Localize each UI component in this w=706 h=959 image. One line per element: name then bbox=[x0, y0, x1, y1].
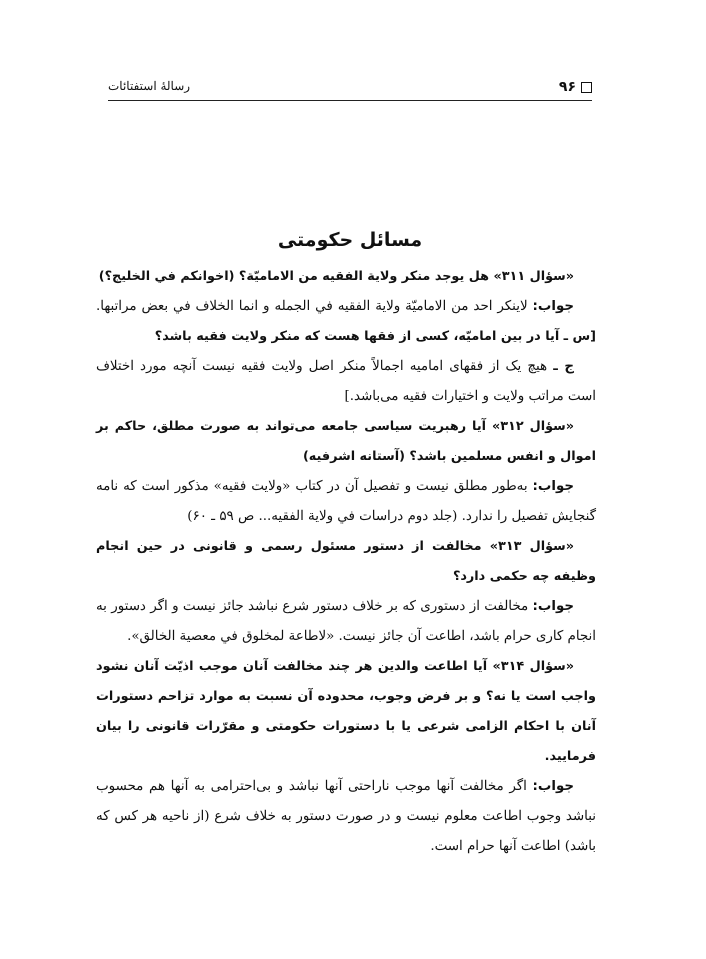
answer-311 bbox=[96, 292, 596, 352]
sub-answer-311 bbox=[96, 352, 596, 412]
answer-text: اگر مخالفت آنها موجب ناراحتی آنها نباشد و بی‌احترامی به آنها هم محسوب نباشد وجوب اطاعت معلوم نیست و در صورت دستور به خلاف شرع (از ناحیه هر کس که باشد) اطاعت آنها حرام است. bbox=[96, 779, 596, 854]
answer-313 bbox=[96, 592, 596, 652]
answer-label: جواب: bbox=[532, 299, 574, 314]
answer-text: لاينكر احد من الاماميّة ولاية الفقيه في الجمله و انما الخلاف في بعض مراتبها. bbox=[96, 299, 528, 314]
question-text: «سؤال ۳۱۴» آیا اطاعت والدین هر چند مخالفت آنان موجب اذیّت آنان نشود واجب است یا نه؟ و بر فرض وجوب، محدوده آن نسبت به موارد تزاحم دستورات آنان با احکام الزامی شرعی یا با دستورات حکومتی و مقرّرات قانونی را بیان فرمایید. bbox=[96, 659, 596, 764]
sub-answer-label: ج ـ bbox=[553, 359, 575, 374]
question-312 bbox=[96, 412, 596, 472]
sub-question: [س ـ آیا در بین امامیّه، کسی از فقها هست که منکر ولایت فقیه باشد؟ bbox=[154, 329, 596, 344]
answer-text: مخالفت از دستوری که بر خلاف دستور شرع نباشد جائز نیست و اگر دستور به انجام کاری حرام باشد، اطاعت آن جائز نیست. «لاطاعة لمخلوق في معصية الخالق». bbox=[96, 599, 596, 644]
section-title: مسائل حکومتی bbox=[277, 229, 423, 251]
answer-text: به‌طور مطلق نیست و تفصیل آن در کتاب «ولایت فقیه» مذکور است که نامه گنجایش تفصیل را ندارد. (جلد دوم دراسات في ولاية الفقيه... ص ۵۹ ـ ۶۰) bbox=[96, 479, 596, 524]
question-text: «سؤال ۳۱۱» هل يوجد منكر ولاية الفقيه من الاماميّة؟ (اخوانكم في الخليج؟) bbox=[98, 269, 574, 284]
header-rule bbox=[108, 100, 592, 101]
question-313 bbox=[96, 532, 596, 592]
question-314 bbox=[96, 652, 596, 772]
main-content bbox=[96, 262, 596, 862]
sub-answer-text: هیچ یک از فقهای امامیه اجمالاً منکر اصل ولایت فقیه نیست آنچه مورد اختلاف است مراتب ولایت و اختیارات فقیه می‌باشد.] bbox=[96, 359, 596, 404]
question-311 bbox=[96, 262, 596, 292]
page-number bbox=[559, 79, 592, 95]
running-title: رسالهٔ استفتائات bbox=[108, 79, 191, 93]
question-text: «سؤال ۳۱۳» مخالفت از دستور مسئول رسمی و قانونی در حین انجام وظیفه چه حکمی دارد؟ bbox=[96, 539, 596, 584]
answer-label: جواب: bbox=[532, 479, 574, 494]
question-text: «سؤال ۳۱۲» آیا رهبریت سیاسی جامعه می‌تواند به صورت مطلق، حاکم بر اموال و انفس مسلمین باشد؟ (آستانه اشرفیه) bbox=[96, 419, 596, 464]
answer-314 bbox=[96, 772, 596, 862]
page-number-text: ۹۶ bbox=[558, 79, 576, 95]
answer-label: جواب: bbox=[532, 779, 574, 794]
square-bullet-icon bbox=[581, 82, 592, 93]
answer-label: جواب: bbox=[532, 599, 574, 614]
answer-312 bbox=[96, 472, 596, 532]
